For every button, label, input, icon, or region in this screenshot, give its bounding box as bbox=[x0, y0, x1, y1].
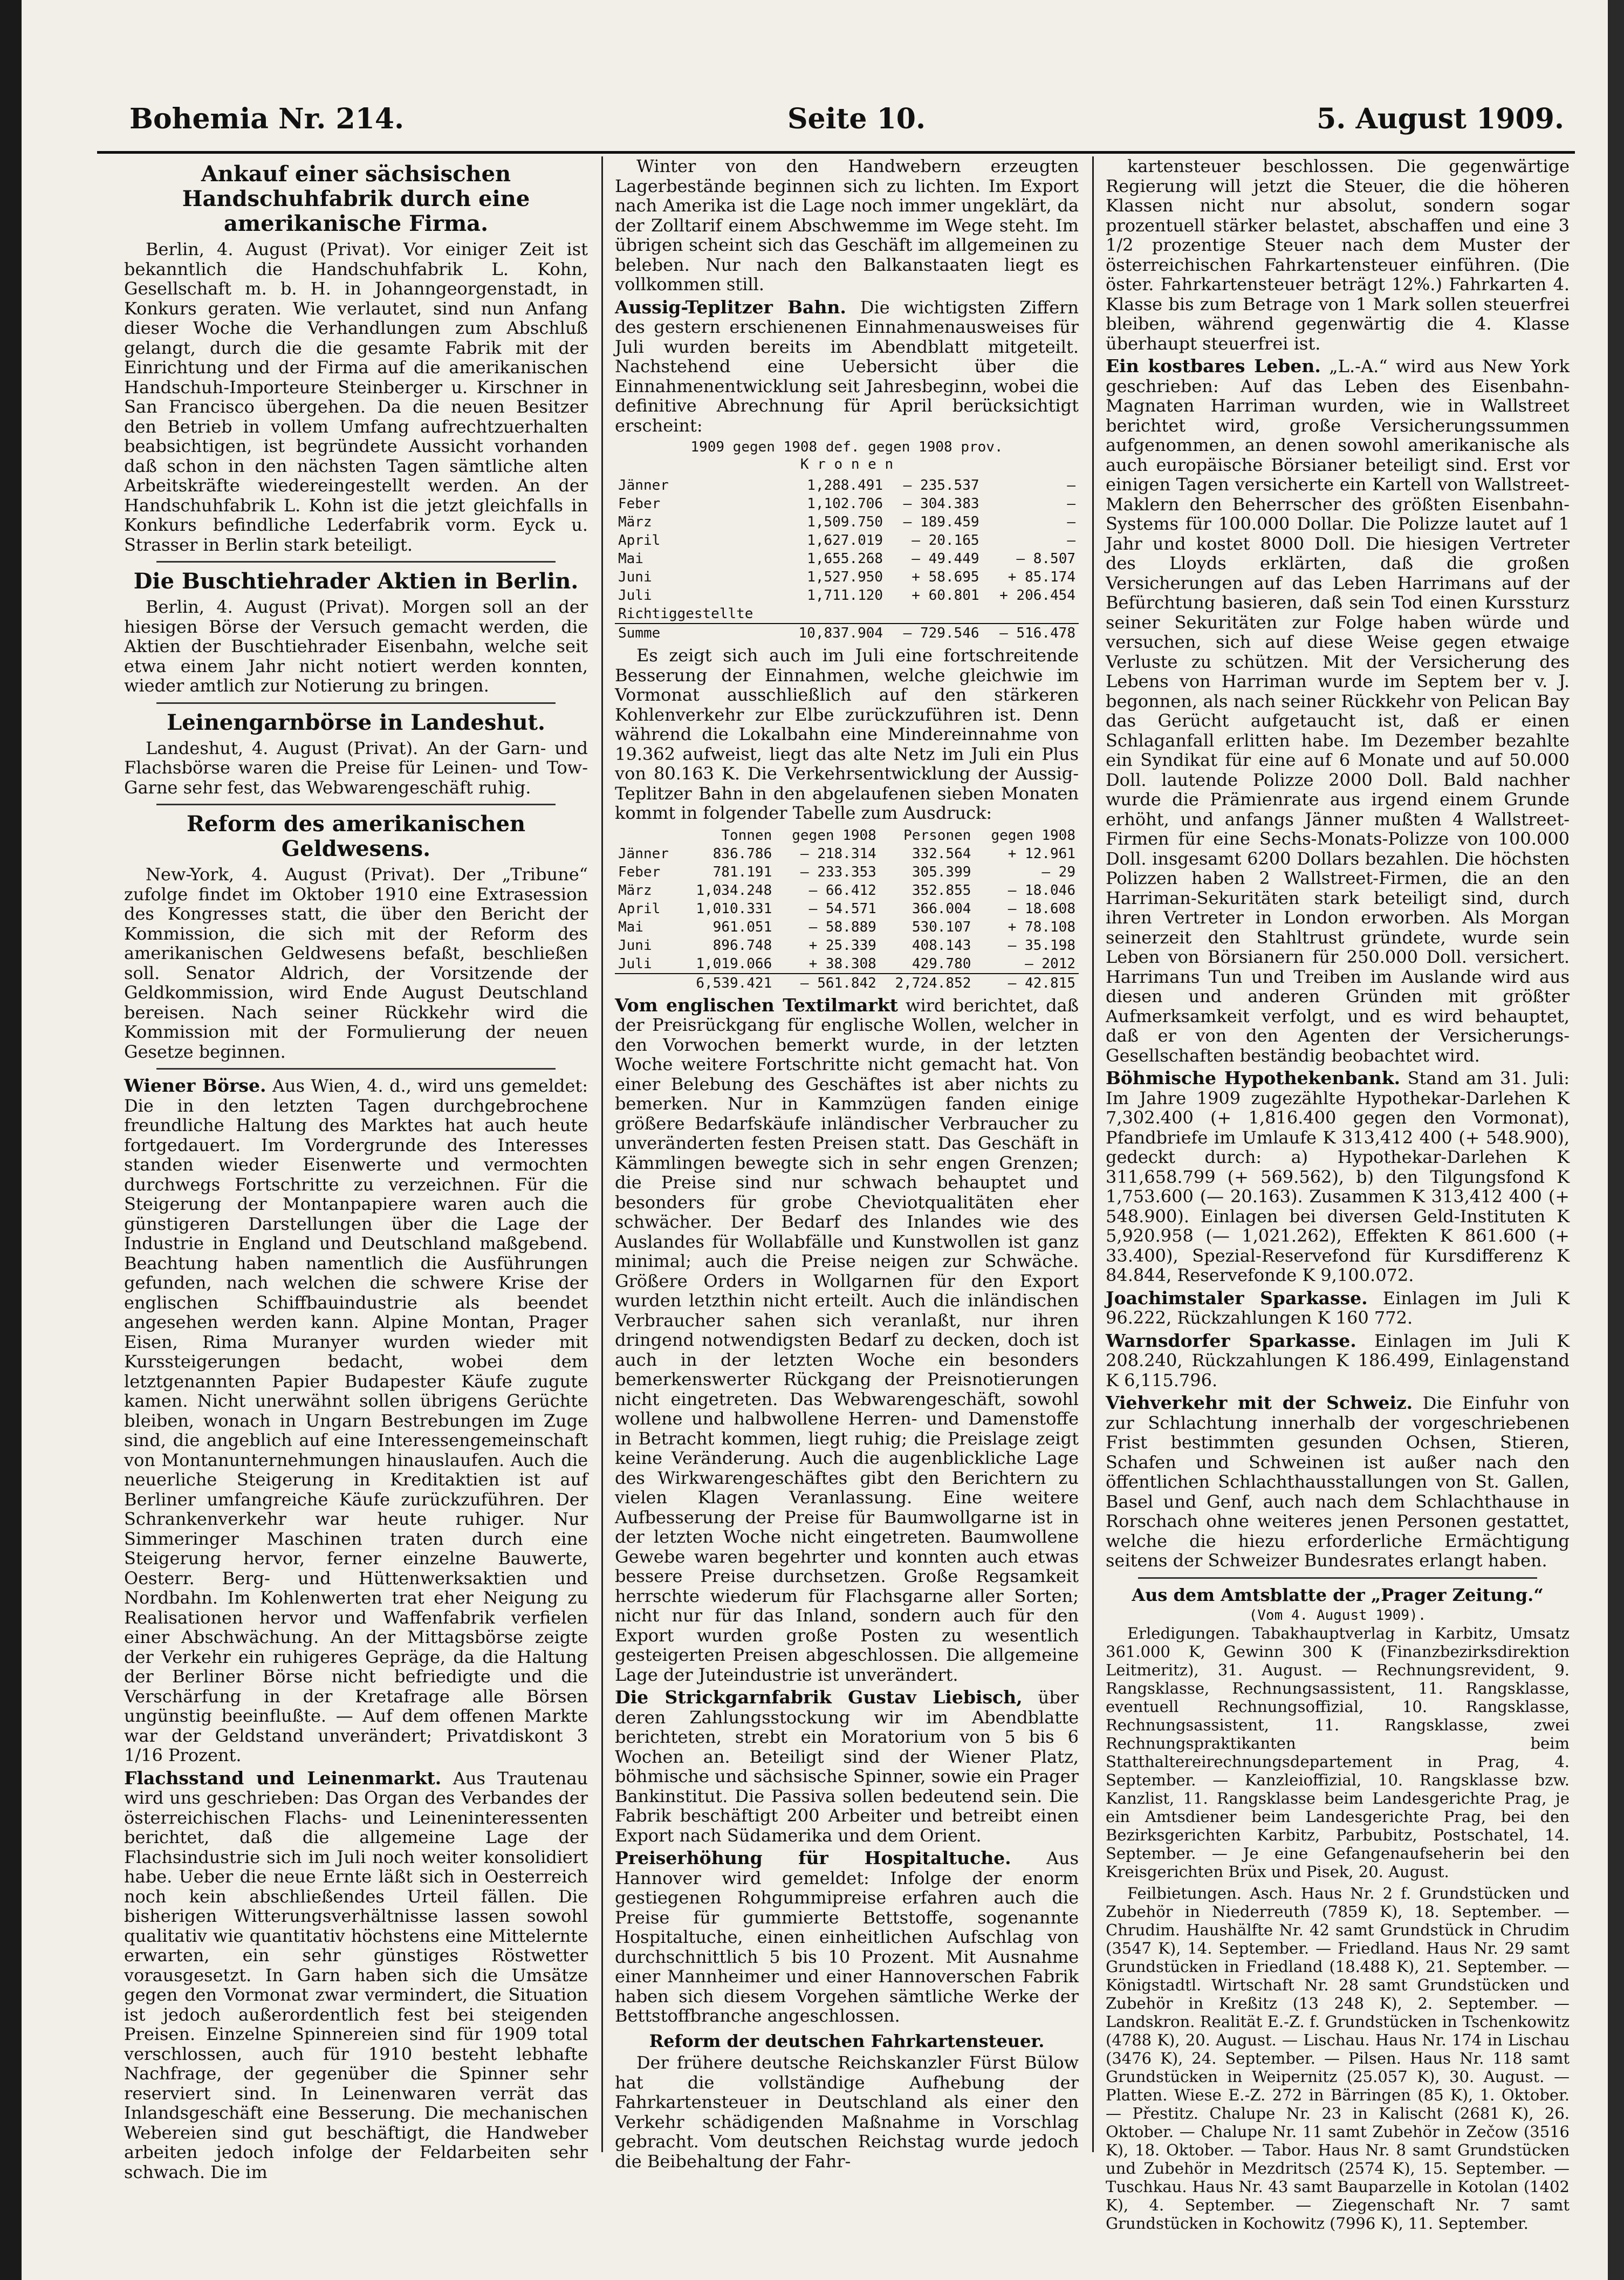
article-headline: Die Buschtiehrader Aktien in Berlin. bbox=[133, 569, 579, 594]
article-body: Berlin, 4. August (Privat). Morgen soll an der hiesigen Börse der Versuch gemacht werden, die Aktien der Buschtiehrader Eisenbahn, welche seit etwa einem Jahr nicht notiert werden konnten, wieder amtlich zur Notierung zu bringen. bbox=[124, 597, 588, 696]
article-headline: Reform des amerikanischen Geldwesens. bbox=[186, 811, 526, 861]
table-sum-row: 6,539.421 — 561.842 2,724.852 — 42.815 bbox=[615, 974, 1079, 992]
table-row: Jänner 1,288.491 — 235.537 — bbox=[618, 477, 1075, 494]
article-headline: Aussig-Teplitzer Bahn. bbox=[615, 296, 846, 318]
table-header-row: Tonnen gegen 1908 Personen gegen 1908 bbox=[721, 827, 1075, 844]
article-text: Die wichtigsten Ziffern des gestern erschienenen Einnahmenausweises für Juli wurden bereits im Abendblatt mitgeteilt. Nachstehend eine Uebersicht über die Einnahmenentwicklung seit Jahresbeginn, wobei die definitive Abrechnung für April berücksichtigt erscheint: bbox=[615, 297, 1079, 436]
column-2 bbox=[615, 156, 1079, 2174]
article-text: Aus Trautenau wird uns geschrieben: Das Organ des Verbandes der österreichischen Flachs- und Leineninteressenten berichtet, daß die allgemeine Lage der Flachsindustrie sich im Juli noch weiter konsolidiert habe. Ueber die neue Ernte läßt sich in Oesterreich noch kein abschließendes Urteil fällen. Die bisherigen Witterungsverhältnisse lassen sowohl qualitativ wie quantitativ höchstens eine Mittelernte erwarten, ein sehr günstiges Röstwetter vorausgesetzt. In Garn haben sich die Umsätze gegen den Vormonat zwar vermindert, die Situation ist jedoch außerordentlich fest bei steigenden Preisen. Einzelne Spinnereien sind für 1909 total verschlossen, auch für 1910 besteht lebhafte Nachfrage, der gegenüber die Spinner sehr reserviert sind. In Leinenwaren verrät das Inlandsgeschäft eine Besserung. Die mechanischen Webereien sind gut beschäftigt, die Handweber arbeiten jedoch infolge der Feldarbeiten sehr schwach. Die im bbox=[124, 1768, 588, 2182]
table-row: Juli 1,711.120 + 60.801 + 206.454 bbox=[618, 587, 1075, 604]
article-body: Landeshut, 4. August (Privat). An der Garn- und Flachsbörse waren die Preise für Leinen- und Tow-Garne sehr fest, das Webwarengeschäft ruhig. bbox=[124, 737, 588, 798]
article-headline: Joachimstaler Sparkasse. bbox=[1106, 1287, 1368, 1309]
table-unit: K r o n e n bbox=[800, 456, 894, 473]
article-headline: Die Strickgarnfabrik Gustav Liebisch, bbox=[615, 1687, 1023, 1708]
column-rule bbox=[1092, 156, 1094, 2152]
masthead-issue: Bohemia Nr. 214. bbox=[129, 102, 405, 135]
article-body: New-York, 4. August (Privat). Der „Tribune“ zufolge findet im Oktober 1910 eine Extrasession des Kongresses statt, die über den Bericht der Kommission, die sich mit der Reform des amerikanischen Geldwesens befaßt, beschließen soll. Senator Aldrich, der Vorsitzende der Geldkommission, wird Ende August Deutschland bereisen. Nach seiner Rückkehr wird die Kommission mit der Formulierung der neuen Gesetze beginnen. bbox=[124, 864, 588, 1062]
article-headline: Ein kostbares Leben. bbox=[1106, 355, 1321, 376]
article-text: Einlagen im Juli K 208.240, Rückzahlungen K 186.499, Einlagenstand K 6,115.796. bbox=[1106, 1330, 1570, 1391]
article-text: „L.-A.“ wird aus New York geschrieben: Auf das Leben des Eisenbahn-Magnaten Harriman wurden, wie in Wallstreet berichtet wird, große Versicherungssummen aufgenommen, an denen sowohl amerikanische als auch europäische Börsianer beteiligt sind. Erst vor einigen Tagen versicherte ein Kartell von Wallstreet-Maklern den Beherrscher des größten Eisenbahn-Systems für 100.000 Dollar. Die Polizze lautet auf 1 Jahr und kostet 8000 Doll. Die hiesigen Vertreter des Lloyds erklärten, daß die großen Versicherungen auf das Leben Harrimans auf der Befürchtung basieren, daß sein Tod einen Kurssturz seiner Sekuritäten zur Folge haben würde und versuchen, sich auf diese Weise gegen etwaige Verluste zu schützen. Mit der Versicherung des Lebens von Harriman wurde im Septem ber v. J. begonnen, als nach seiner Rückkehr von Pelican Bay das Gerücht aufgetaucht ist, daß er einen Schlaganfall erlitten habe. Im Dezember bezahlte ein Syndikat für eine auf 6 Monate und auf 50.000 Doll. lautende Polizze 2000 Doll. Bald nachher wurde die Prämienrate aus irgend einem Grunde erhöht, und anfangs Jänner mußten 4 Wallstreet-Firmen für eine Sechs-Monats-Polizze von 100.000 Doll. insgesamt 6200 Dollars bezahlen. Die höchsten Polizzen haben 2 Wallstreet-Firmen, die an den Harriman-Sekuritäten stark beteiligt sind, durch ihren Vertreter in London erworben. Als Morgan seinerzeit den Stahltrust gründete, wurde sein Leben von Börsianern für 250.000 Doll. versichert. Harrimans Tun und Treiben im Auslande wird aus diesen und anderen Gründen mit größter Aufmerksamkeit verfolgt, und es wird behauptet, daß er von den Agenten der Versicherungs-Gesellschaften beständig beobachtet wird. bbox=[1106, 356, 1570, 1066]
table-row: April 1,010.331 — 54.571 366.004 — 18.608 bbox=[618, 900, 1075, 917]
article-separator bbox=[156, 561, 556, 563]
article-body: Feilbietungen. Asch. Haus Nr. 2 f. Grundstücken und Zubehör in Niederreuth (7859 K), 18. September. — Chrudim. Haushälfte Nr. 42 samt Grundstück in Chrudim (3547 K), 14. September. — Friedland. Haus Nr. 29 samt Grundstücken in Friedland (18.488 K), 21. September. — Königstadtl. Wirtschaft Nr. 28 samt Grundstücken und Zubehör in Kreßitz (13 248 K), 2. September. — Landskron. Realität E.-Z. f. Grundstücken in Tschenkowitz (4788 K), 20. August. — Lischau. Haus Nr. 174 in Lischau (3476 K), 24. September. — Pilsen. Haus Nr. 118 samt Grundstücken in Weipernitz (25.057 K), 30. August. — Platten. Wiese E.-Z. 272 in Bärringen (85 K), 1. Oktober. — Přestitz. Chalupe Nr. 23 in Kalischt (2681 K), 26. Oktober. — Chalupe Nr. 11 samt Zubehör in Zečow (3516 K), 18. Oktober. — Tabor. Haus Nr. 8 samt Grundstücken und Zubehör in Mezdritsch (2574 K), 15. September. — Tuschkau. Haus Nr. 43 samt Bauparzelle in Kotolan (1402 K), 4. September. — Ziegenschaft Nr. 7 samt Grundstücken in Kochowitz (7996 K), 11. September. bbox=[1106, 1884, 1570, 2233]
revenue-table bbox=[615, 476, 1079, 642]
article-body: Es zeigt sich auch im Juli eine fortschreitende Besserung der Einnahmen, welche gleichwie im Vormonat ausschließlich auf den stärkeren Kohlenverkehr zur Elbe zurückzuführen ist. Denn während die Lokalbahn eine Mindereinnahme von 19.362 aufweist, liegt das alte Netz im Juli ein Plus von 80.163 K. Die Verkehrsentwicklung der Aussig-Teplitzer Bahn in den abgelaufenen sieben Monaten kommt in folgender Tabelle zum Ausdruck: bbox=[615, 645, 1079, 823]
masthead-date: 5. August 1909. bbox=[1317, 102, 1564, 135]
article-headline: Wiener Börse. bbox=[124, 1075, 266, 1096]
article-headline: Leinengarnbörse in Landeshut. bbox=[167, 709, 545, 735]
scan-edge-left bbox=[0, 0, 22, 2280]
article-separator bbox=[1138, 1577, 1537, 1579]
table-row: Juni 896.748 + 25.339 408.143 — 35.198 bbox=[618, 937, 1075, 954]
article-headline: Viehverkehr mit der Schweiz. bbox=[1106, 1392, 1413, 1413]
traffic-table bbox=[615, 826, 1079, 992]
table-row: April 1,627.019 — 20.165 — bbox=[618, 532, 1075, 549]
masthead-page-number: Seite 10. bbox=[787, 102, 926, 135]
section-date: (Vom 4. August 1909). bbox=[1249, 1607, 1427, 1624]
article-body: Winter von den Handwebern erzeugten Lagerbestände beginnen sich zu lichten. Im Export nach Amerika ist die Lage noch immer ungeklärt, da der Zolltarif einem Abschwemme im Wege steht. Im übrigen scheint sich das Geschäft im allgemeinen zu beleben. Nur nach den Balkanstaaten liegt es vollkommen still. bbox=[615, 156, 1079, 295]
article-body: Der frühere deutsche Reichskanzler Fürst Bülow hat die vollständige Aufhebung der Fahrkartensteuer in Deutschland als einer den Verkehr schädigenden Maßnahme in Vorschlag gebracht. Vom deutschen Reichstag wurde jedoch die Beibehaltung der Fahr- bbox=[615, 2052, 1079, 2172]
column-rule bbox=[601, 156, 603, 2152]
article-separator bbox=[156, 804, 556, 805]
table-sum-row: Summe 10,837.904 — 729.546 — 516.478 bbox=[615, 624, 1079, 642]
article-text: Aus Wien, 4. d., wird uns gemeldet: Die in den letzten Tagen durchgebrochene freundliche Haltung des Marktes hat auch heute fortgedauert. Im Vordergrunde des Interesses standen wieder Eisenwerte und vermochten durchwegs Fortschritte zu verzeichnen. Für die Steigerung der Montanpapiere waren auch die günstigeren Darstellungen über die Lage der Industrie in England und Deutschland maßgebend. Beachtung haben namentlich die Ausführungen gefunden, nach welchen die schwere Krise der englischen Schiffbauindustrie als beendet angesehen werden kann. Alpine Montan, Prager Eisen, Rima Muranyer wurden wieder mit Kurssteigerungen bedacht, wobei dem letztgenannten Papier Budapester Käufe zugute kamen. Nicht unerwähnt sollen übrigens Gerüchte bleiben, wonach in Ungarn Bestrebungen im Zuge sind, die angeblich auf eine Interessengemeinschaft von Montanunternehmungen hinauslaufen. Auch die neuerliche Steigerung in Kreditaktien ist auf Berliner umfangreiche Käufe zurückzuführen. Der Schrankenverkehr war heute ruhiger. Nur Simmeringer Maschinen traten durch eine Steigerung hervor, ferner einzelne Bauwerte, Oesterr. Berg- und Hüttenwerksaktien und Nordbahn. Im Kohlenwerten trat eher Neigung zu Realisationen hervor und Waffenfabrik verfielen einer Abschwächung. An der Mittagsbörse zeigte der Verkehr ein ruhigeres Gepräge, da die Haltung der Berliner Börse nicht befriedigte und die Verschärfung in der Kretafrage alle Börsen ungünstig beeinflußte. — Auf dem offenen Markte war der Geldstand unverändert; Privatdiskont 3 1/16 Prozent. bbox=[124, 1076, 588, 1765]
table-row: Feber 1,102.706 — 304.383 — bbox=[618, 496, 1075, 512]
article-headline: Böhmische Hypothekenbank. bbox=[1106, 1067, 1401, 1088]
scan-edge-right bbox=[1608, 0, 1624, 2280]
table-row: März 1,509.750 — 189.459 — bbox=[618, 514, 1075, 530]
article-headline: Flachsstand und Leinenmarkt. bbox=[124, 1767, 442, 1789]
article-separator bbox=[156, 1068, 556, 1070]
article-headline: Ankauf einer sächsischen Handschuhfabrik durch eine amerikanische Firma. bbox=[182, 161, 530, 236]
article-body: Erledigungen. Tabakhauptverlag in Karbitz, Umsatz 361.000 K, Gewinn 300 K (Finanzbezirksdirektion Leitmeritz), 31. August. — Rechnungsrevident, 9. Rangsklasse, Rechnungsassistent, 11. Rangsklasse, eventuell Rechnungsoffizial, 10. Rangsklasse, Rechnungsassistent, 11. Rangsklasse, zwei Rechnungspraktikanten beim Statthaltereirechnungsdepartement in Prag, 4. September. — Kanzleioffizial, 10. Rangsklasse bzw. Kanzlist, 11. Rangsklasse beim Landesgerichte Prag, je ein Amtsdiener beim Landesgerichte Prag, bei den Bezirksgerichten Karbitz, Parbubitz, Postschatel, 14. September. — Je eine Gefangenaufseherin bei den Kreisgerichten Brüx und Pisek, 20. August. bbox=[1106, 1624, 1570, 1881]
article-headline: Vom englischen Textilmarkt bbox=[615, 994, 898, 1016]
table-header: 1909 gegen 1908 def. gegen 1908 prov. bbox=[690, 439, 1003, 455]
table-row: Jänner 836.786 — 218.314 332.564 + 12.961 bbox=[618, 845, 1075, 862]
article-body: kartensteuer beschlossen. Die gegenwärtige Regierung will jetzt die Steuer, die die höheren Klassen nicht nur absolut, sondern sogar prozentuell stärker belastet, abschaffen und eine 3 1/2 prozentige Steuer nach dem Muster der österreichischen Fahrkartensteuer einführen. (Die öster. Fahrkartensteuer beträgt 12%.) Fahrkarten 4. Klasse bis zum Betrage von 1 Mark sollen steuerfrei bleiben, während gegenwärtig die 4. Klasse überhaupt steuerfrei ist. bbox=[1106, 156, 1570, 354]
article-text: Stand am 31. Juli: Im Jahre 1909 zugezählte Hypothekar-Darlehen K 7,302.400 (+ 1,816.400 gegen den Vormonat), Pfandbriefe im Umlaufe K 313,412 400 (+ 548.900), gedeckt durch: a) Hypothekar-Darlehen K 311,658.799 (+ 569.562), b) den Tilgungsfond K 1,753.600 (— 20.163). Zusammen K 313,412 400 (+ 548.900). Einlagen bei diversen Geld-Instituten K 5,920.958 (— 1,021.262), Effekten K 861.600 (+ 33.400), Spezial-Reservefond für Kursdifferenz K 84.844, Reservefonde K 9,100.072. bbox=[1106, 1068, 1570, 1285]
table-row: Juli 1,019.066 + 38.308 429.780 — 2012 bbox=[618, 955, 1075, 972]
article-text: über deren Zahlungsstockung wir im Abendblatte berichteten, strebt ein Moratorium von 5 bis 6 Wochen an. Beteiligt sind der Wiener Platz, böhmische und sächsische Spinner, sowie ein Prager Bankinstitut. Die Passiva sollen bedeutend sein. Die Fabrik beschäftigt 200 Arbeiter und betreibt einen Export nach Südamerika und dem Orient. bbox=[615, 1687, 1079, 1846]
article-separator bbox=[156, 702, 556, 704]
table-row: März 1,034.248 — 66.412 352.855 — 18.046 bbox=[618, 882, 1075, 899]
article-headline: Reform der deutschen Fahrkartensteuer. bbox=[649, 2030, 1045, 2051]
table-row: Feber 781.191 — 233.353 305.399 — 29 bbox=[618, 864, 1075, 880]
newspaper-page bbox=[97, 92, 1575, 2233]
article-text: wird berichtet, daß der Preisrückgang für englische Wollen, welcher in den Vorwochen bemerkt wurde, in der letzten Woche weitere Fortschritte nicht gemacht hat. Von einer Belebung des Geschäftes ist aber nichts zu bemerken. Nur in Kammzügen fanden einige größere Bedarfskäufe inländischer Verbraucher zu unveränderten festen Preisen statt. Das Geschäft in Kämmlingen bewegte sich in sehr engen Grenzen; die Preise sind nur schwach behauptet und besonders für grobe Cheviotqualitäten eher schwächer. Der Bedarf des Inlandes wie des Auslandes für Wollabfälle und Kunstwollen ist ganz minimal; auch die Preise neigen zur Schwäche. Größere Orders in Wollgarnen für den Export wurden letzthin nicht erteilt. Auch die inländischen Verbraucher sahen sich veranlaßt, nur ihren dringend notwendigsten Bedarf zu decken, doch ist auch in der letzten Woche ein besonders bemerkenswerter Rückgang der Preisnotierungen nicht eingetreten. Das Webwarengeschäft, sowohl wollene und halbwollene Herren- und Damenstoffe in Betracht kommen, liegt ruhig; die Preislage zeigt keine Veränderung. Auch die augenblickliche Lage des Wirkwarengeschäftes gibt den Berichtern zu vielen Klagen Veranlassung. Eine weitere Aufbesserung der Preise für Baumwollgarne ist in der letzten Woche nicht eingetreten. Baumwollene Gewebe waren begehrter und konnten auch etwas bessere Preise durchsetzen. Große Regsamkeit herrschte wiederum für Flachsgarne aller Sorten; nicht nur für das Inland, sondern auch für den Export wurden große Posten zu wesentlich gesteigerten Preisen abgeschlossen. Die allgemeine Lage der Juteindustrie ist unverändert. bbox=[615, 995, 1079, 1685]
table-row: Mai 961.051 — 58.889 530.107 + 78.108 bbox=[618, 919, 1075, 935]
table-row: Juni 1,527.950 + 58.695 + 85.174 bbox=[618, 569, 1075, 585]
article-headline: Warnsdorfer Sparkasse. bbox=[1106, 1330, 1356, 1351]
table-note-row: Richtiggestellte bbox=[618, 606, 753, 622]
article-text: Einlagen im Juli K 96.222, Rückzahlungen K 160 772. bbox=[1106, 1288, 1570, 1328]
article-text: Aus Hannover wird gemeldet: Infolge der enorm gestiegenen Rohgummipreise erfahren auch die Preise für gummierte Bettstoffe, sogenannte Hospitaltuche, einen einheitlichen Aufschlag von durchschnittlich 5 bis 10 Prozent. Mit Ausnahme einer Mannheimer und einer Hannoverschen Fabrik haben sich diesem Vorgehen sämtliche Werke der Bettstoffbranche angeschlossen. bbox=[615, 1848, 1079, 2026]
column-3 bbox=[1106, 156, 1570, 2236]
article-headline: Preiserhöhung für Hospitaltuche. bbox=[615, 1847, 1011, 1868]
article-text: Die Einfuhr von zur Schlachtung innerhalb der vorgeschriebenen Frist bestimmten gesunden Ochsen, Stieren, Schafen und Schweinen ist außer nach den öffentlichen Schlachthausstallungen von St. Gallen, Basel und Genf, auch nach dem Schlachthause in Rorschach ohne weiteres jenen Personen gestattet, welche die hiezu erforderliche Ermächtigung seitens der Schweizer Bundesrates erlangt haben. bbox=[1106, 1393, 1570, 1571]
table-row: Mai 1,655.268 — 49.449 — 8.507 bbox=[618, 551, 1075, 567]
section-headline: Aus dem Amtsblatte der „Prager Zeitung.“ bbox=[1132, 1584, 1544, 1605]
article-body: Berlin, 4. August (Privat). Vor einiger Zeit ist bekanntlich die Handschuhfabrik L. Kohn, Gesellschaft m. b. H. in Johanngeorgenstadt, in Konkurs geraten. Wie verlautet, sind nun Anfang dieser Woche die Verhandlungen zum Abschluß gelangt, durch die die gesamte Fabrik mit der Einrichtung und der Firma auf die amerikanischen Handschuh-Importeure Steinberger u. Kirschner in San Francisco übergehen. Da die neuen Besitzer den Betrieb in vollem Umfang aufrechtzuerhalten beabsichtigen, ist begründete Aussicht vorhanden daß schon in den nächsten Tagen sämtliche alten Arbeitskräfte wiedereingestellt werden. An der Handschuhfabrik L. Kohn ist die jetzt gleichfalls in Konkurs befindliche Lederfabrik vorm. Eyck u. Strasser in Berlin stark beteiligt. bbox=[124, 239, 588, 555]
masthead bbox=[97, 92, 1575, 154]
column-1 bbox=[124, 156, 588, 2185]
